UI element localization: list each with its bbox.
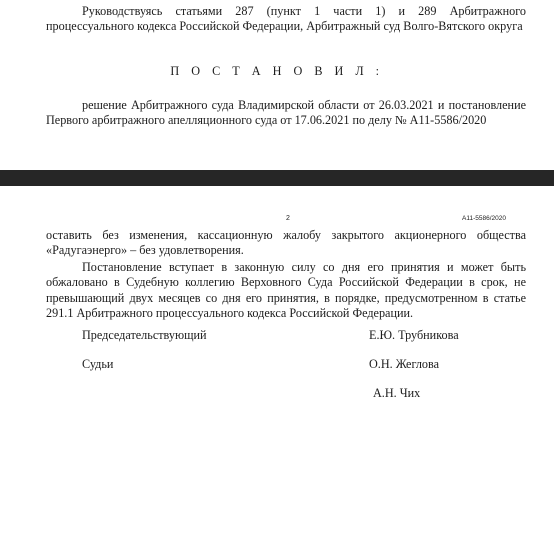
chair-name: Е.Ю. Трубникова bbox=[369, 328, 459, 342]
judge-name-2: А.Н. Чих bbox=[373, 386, 421, 400]
intro-paragraph: Руководствуясь статьями 287 (пункт 1 части 1) и 289 Арбитражного процессуального кодекса Российской Федерации, Арбитражный суд Волго-Вятского округа bbox=[46, 4, 526, 34]
chair-label: Председательствующий bbox=[82, 328, 207, 342]
page-number: 2 bbox=[286, 215, 290, 222]
judges-label: Судьи bbox=[82, 357, 114, 371]
document-page-1 bbox=[0, 0, 554, 170]
judge-name-1: О.Н. Жеглова bbox=[369, 357, 440, 371]
page-separator bbox=[0, 170, 554, 186]
continuation-paragraph: оставить без изменения, кассационную жалобу закрытого акционерного общества «Радугаэнерго» – без удовлетворения. bbox=[46, 228, 526, 258]
case-number-header: А11-5586/2020 bbox=[462, 215, 506, 222]
resolution-heading: П О С Т А Н О В И Л : bbox=[170, 64, 384, 78]
decision-paragraph: решение Арбитражного суда Владимирской области от 26.03.2021 и постановление Первого арбитражного апелляционного суда от 17.06.2021 по делу № А11-5586/2020 bbox=[46, 98, 526, 128]
legal-effect-paragraph: Постановление вступает в законную силу со дня его принятия и может быть обжаловано в Судебную коллегию Верховного Суда Российской Федерации в срок, не превышающий двух месяцев со дня его принятия, в порядке, предусмотренном в статье 291.1 Арбитражного процессуального кодекса Российской Федерации. bbox=[46, 260, 526, 321]
